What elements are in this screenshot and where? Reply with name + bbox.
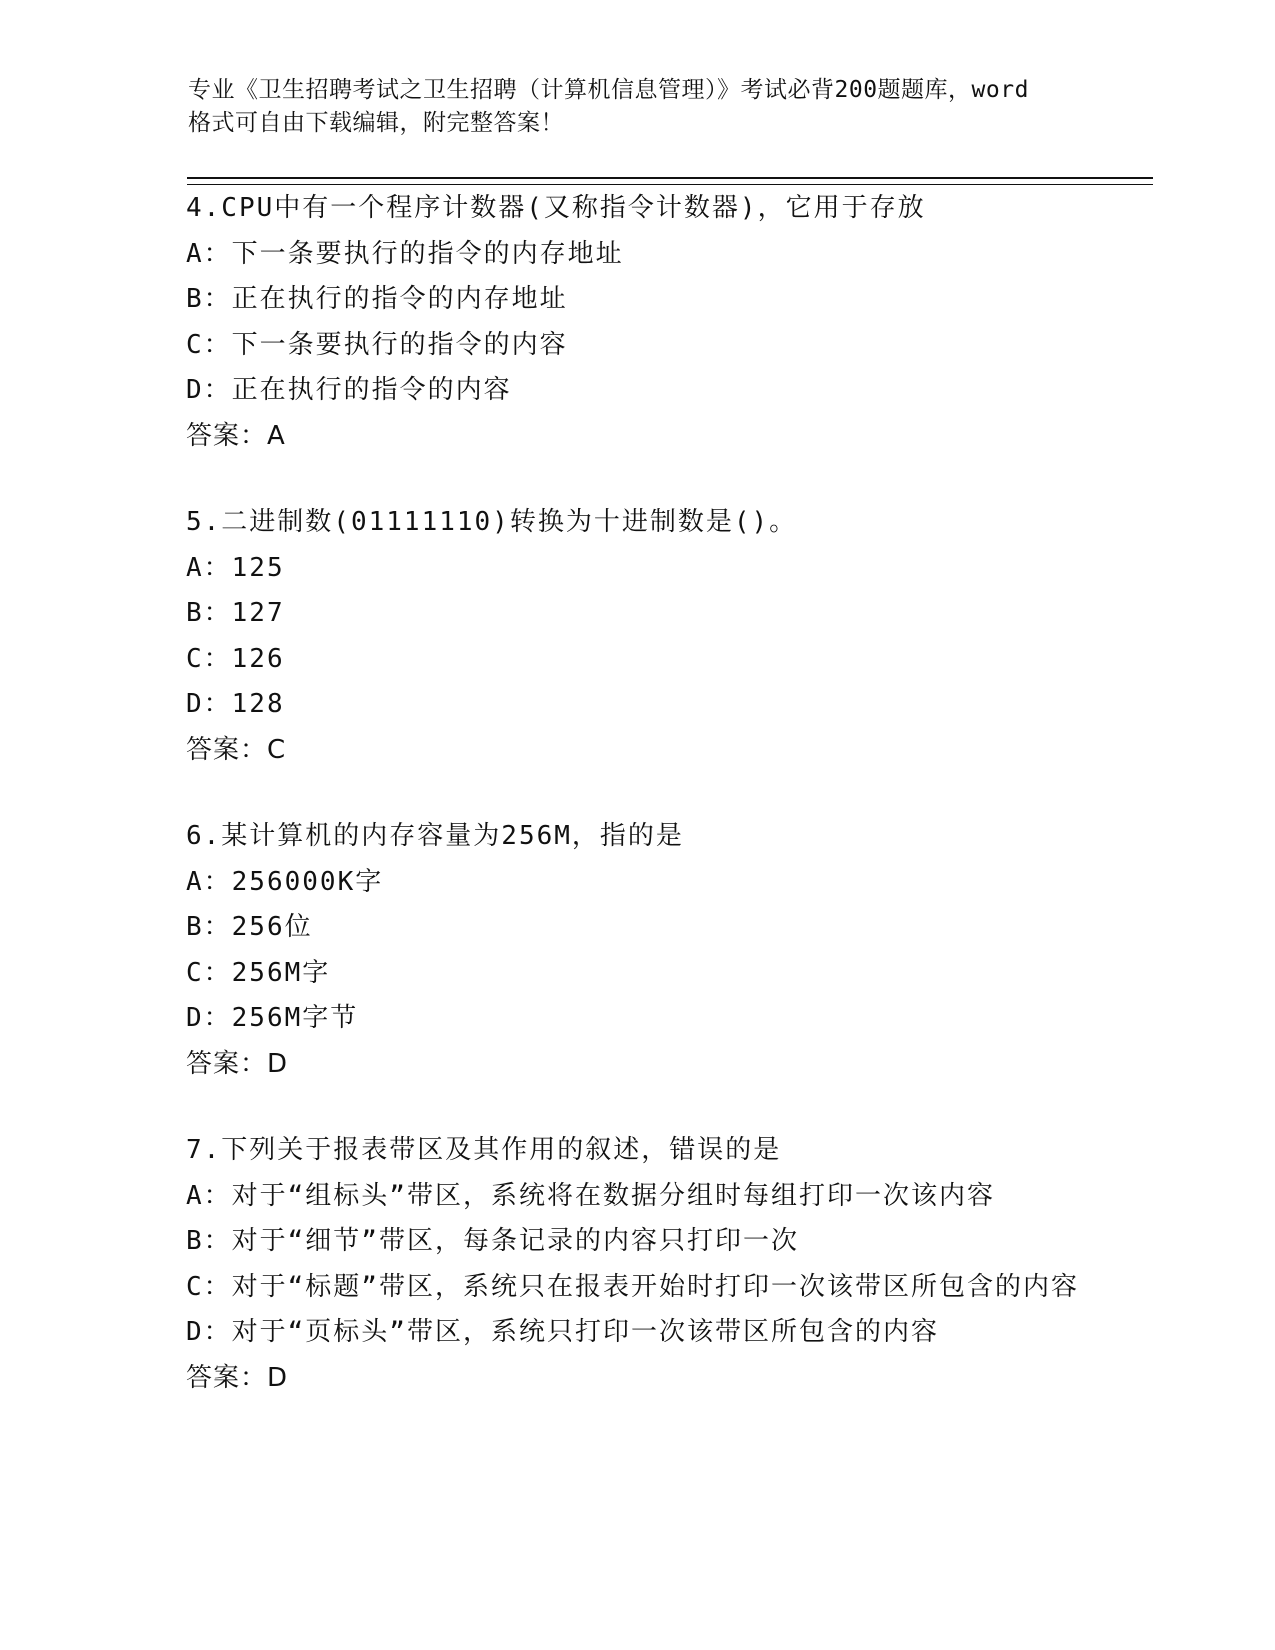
question-5: [186, 500, 1086, 773]
question-stem: 6.某计算机的内存容量为256M，指的是: [186, 821, 684, 851]
option-a: A：125: [186, 552, 285, 583]
option-b: B：对于“细节”带区，每条记录的内容只打印一次: [186, 1226, 799, 1256]
header-line-2: 格式可自由下载编辑，附完整答案！: [188, 110, 564, 136]
option-c: C：256M字: [186, 957, 331, 988]
question-stem: 5.二进制数(01111110)转换为十进制数是()。: [186, 507, 798, 537]
option-a: A：下一条要执行的指令的内存地址: [186, 238, 624, 269]
option-a: A：256000K字: [186, 866, 384, 897]
question-7: [186, 1128, 1086, 1401]
question-6: [186, 814, 1086, 1087]
header-line-1: 专业《卫生招聘考试之卫生招聘（计算机信息管理）》考试必背200题题库，word: [188, 77, 1029, 103]
header-divider: [187, 177, 1153, 185]
option-d: D：128: [186, 689, 285, 719]
document-header: [188, 74, 1088, 140]
option-d: D：对于“页标头”带区，系统只打印一次该带区所包含的内容: [186, 1317, 939, 1347]
option-b: B：正在执行的指令的内存地址: [186, 284, 568, 314]
option-c: C：对于“标题”带区，系统只在报表开始时打印一次该带区所包含的内容: [186, 1271, 1079, 1302]
question-stem: 7.下列关于报表带区及其作用的叙述，错误的是: [186, 1135, 782, 1165]
option-d: D：256M字节: [186, 1003, 359, 1033]
option-a: A：对于“组标头”带区，系统将在数据分组时每组打印一次该内容: [186, 1180, 995, 1211]
option-c: C：下一条要执行的指令的内容: [186, 329, 568, 360]
answer-label: 答案：D: [186, 1048, 289, 1079]
answer-label: 答案：C: [186, 734, 287, 765]
answer-label: 答案：A: [186, 420, 286, 451]
question-list: [186, 186, 1086, 1442]
question-stem: 4.CPU中有一个程序计数器(又称指令计数器)，它用于存放: [186, 193, 926, 223]
option-d: D：正在执行的指令的内容: [186, 375, 512, 405]
option-c: C：126: [186, 643, 285, 674]
option-b: B：256位: [186, 912, 313, 942]
question-4: [186, 186, 1086, 459]
answer-label: 答案：D: [186, 1362, 289, 1393]
option-b: B：127: [186, 598, 285, 628]
